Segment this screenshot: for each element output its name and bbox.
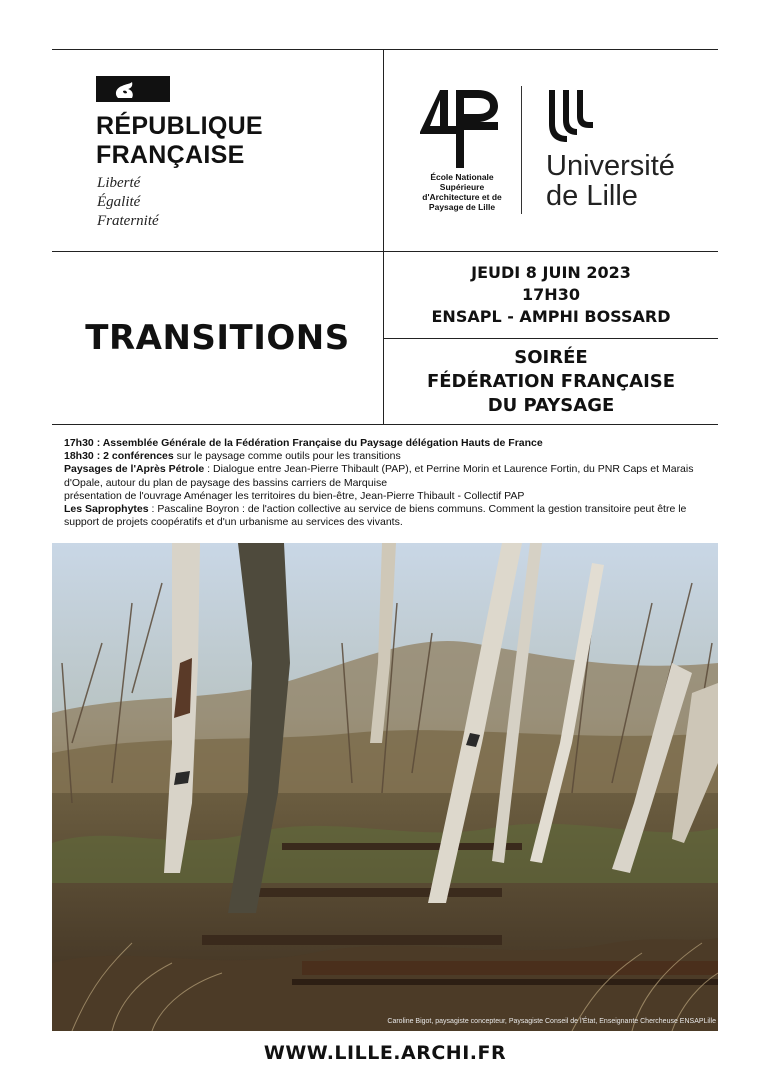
program-item (64, 490, 714, 503)
ensapl-caption-line: d'Architecture et de (422, 192, 502, 202)
program-item (64, 503, 714, 529)
website-url[interactable]: WWW.LILLE.ARCHI.FR (263, 1042, 507, 1064)
photo-credit: Caroline Bigot, paysagiste concepteur, Paysagiste Conseil de l'État, Enseignante Chercheuse ENSAPLille (387, 1018, 716, 1025)
ensapl-caption-line: École Nationale (430, 172, 494, 182)
title-bottom-border (52, 424, 718, 425)
program-item (64, 450, 714, 463)
universite-lille-wordmark (546, 151, 675, 211)
landscape-photo (52, 543, 718, 1031)
motto-egalite: Égalité (97, 194, 141, 210)
program-text (64, 437, 714, 529)
francaise-line: FRANÇAISE (96, 141, 245, 169)
republique-motto (97, 174, 159, 231)
program-item-bold: 17h30 : Assemblée Générale de la Fédération Française du Paysage délégation Hauts de France (64, 437, 543, 449)
logo-separator (521, 86, 522, 214)
soiree-line: SOIRÉE (514, 346, 588, 368)
marianne-logo (96, 76, 170, 102)
program-item-text: : Dialogue entre Jean-Pierre Thibault (PAP), et Perrine Morin et Laurence Fortin, du PNR Caps et Marais d'Opale, autour du plan de paysage des bassins carriers de Marquise (64, 463, 694, 489)
event-info (384, 252, 718, 338)
universite-line: Université (546, 150, 675, 182)
program-item (64, 437, 714, 450)
event-venue: ENSAPL - AMPHI BOSSARD (431, 307, 671, 326)
soiree-line: FÉDÉRATION FRANÇAISE (426, 370, 676, 392)
motto-liberte: Liberté (97, 175, 141, 191)
soiree-line: DU PAYSAGE (487, 394, 615, 416)
de-lille-line: de Lille (546, 180, 638, 212)
main-title: TRANSITIONS (85, 318, 350, 358)
program-item-bold: Paysages de l'Après Pétrole (64, 463, 205, 476)
program-item-bold: Les Saprophytes (64, 503, 149, 516)
republique-line: RÉPUBLIQUE (96, 112, 263, 140)
motto-fraternite: Fraternité (97, 213, 159, 229)
program-item (64, 463, 714, 489)
ensapl-caption-line: Paysage de Lille (428, 202, 496, 212)
program-item-text: sur le paysage comme outils pour les transitions (173, 450, 401, 463)
event-time: 17H30 (522, 285, 580, 304)
ensapl-caption-line: Supérieure (439, 182, 485, 192)
ensapl-caption (416, 172, 508, 212)
universite-lille-icon (547, 90, 595, 142)
soiree-title (384, 339, 718, 424)
program-item-text: : Pascaline Boyron : de l'action collective au service de biens communs. Comment la gestion transitoire peut être le support de projets coopératifs et d'un urbanisme au services des vivants. (64, 503, 687, 529)
event-date: JEUDI 8 JUIN 2023 (471, 263, 631, 282)
top-border (52, 49, 718, 50)
republique-francaise-title (96, 112, 263, 170)
ensapl-logo (418, 86, 500, 170)
program-item-bold: 18h30 : 2 conférences (64, 450, 174, 463)
program-item-text: présentation de l'ouvrage Aménager les territoires du bien-être, Jean-Pierre Thibault - Collectif PAP (64, 489, 525, 502)
